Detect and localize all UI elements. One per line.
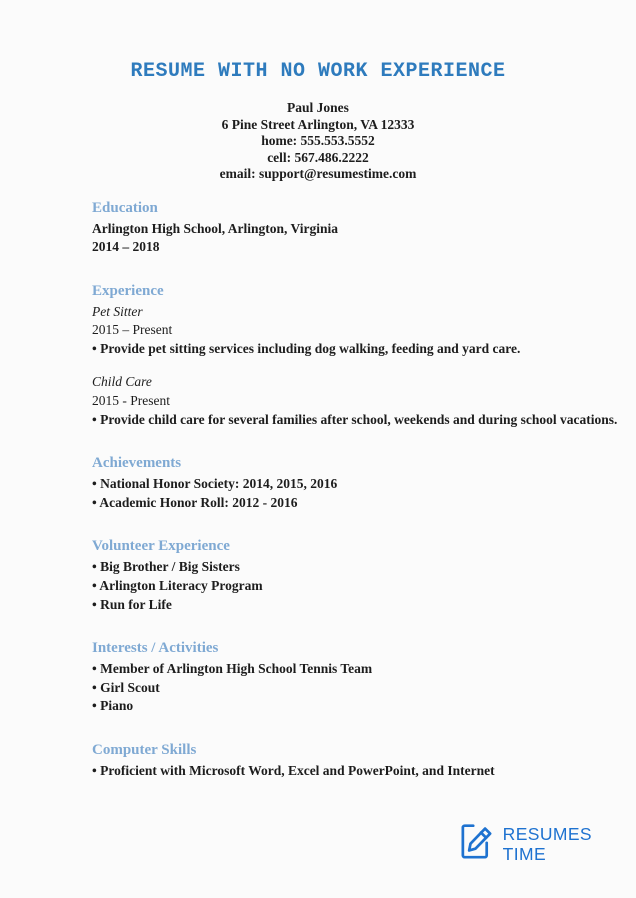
contact-email: email: support@resumestime.com bbox=[219, 166, 417, 181]
resume-body bbox=[92, 200, 620, 781]
edit-pencil-square-icon bbox=[457, 820, 493, 867]
section-experience bbox=[92, 283, 620, 430]
job-title: Child Care bbox=[92, 374, 152, 390]
interest-item: • Member of Arlington High School Tennis Team bbox=[92, 661, 373, 677]
section-interests-activities bbox=[92, 640, 620, 716]
section-heading-education: Education bbox=[92, 199, 158, 216]
section-computer-skills bbox=[92, 742, 620, 781]
achievement-item: • National Honor Society: 2014, 2015, 2016 bbox=[92, 476, 338, 492]
section-achievements bbox=[92, 455, 620, 512]
job-bullet: • Provide child care for several families after school, weekends and during school vacations. bbox=[92, 411, 618, 427]
job-bullet: • Provide pet sitting services including dog walking, feeding and yard care. bbox=[92, 340, 521, 356]
brand-name-line1: RESUMES bbox=[502, 823, 592, 844]
contact-name: Paul Jones bbox=[287, 100, 349, 115]
education-dates: 2014 – 2018 bbox=[92, 239, 160, 255]
education-school: Arlington High School, Arlington, Virginia bbox=[92, 220, 339, 236]
interest-item: • Girl Scout bbox=[92, 679, 160, 695]
section-volunteer-experience bbox=[92, 538, 620, 614]
section-education bbox=[92, 200, 620, 257]
interest-item: • Piano bbox=[92, 698, 134, 714]
section-heading-computer-skills: Computer Skills bbox=[92, 742, 197, 758]
brand-name-line2: TIME bbox=[502, 843, 547, 864]
contact-address: 6 Pine Street Arlington, VA 12333 bbox=[221, 116, 415, 132]
contact-block bbox=[0, 100, 636, 183]
contact-cell-phone: cell: 567.486.2222 bbox=[267, 149, 369, 165]
brand-name bbox=[503, 824, 592, 864]
job-title: Pet Sitter bbox=[92, 303, 143, 319]
section-heading-interests: Interests / Activities bbox=[92, 640, 219, 657]
job-dates: 2015 – Present bbox=[92, 322, 173, 338]
computer-skill-item: • Proficient with Microsoft Word, Excel and PowerPoint, and Internet bbox=[92, 763, 495, 778]
volunteer-item: • Big Brother / Big Sisters bbox=[92, 559, 240, 575]
section-heading-achievements: Achievements bbox=[92, 455, 182, 472]
job-entry-child-care bbox=[92, 373, 620, 429]
resumestime-logo[interactable] bbox=[457, 820, 592, 867]
page-title: RESUME WITH NO WORK EXPERIENCE bbox=[130, 60, 506, 83]
volunteer-item: • Arlington Literacy Program bbox=[92, 578, 263, 594]
section-heading-volunteer: Volunteer Experience bbox=[92, 538, 230, 555]
achievement-item: • Academic Honor Roll: 2012 - 2016 bbox=[92, 494, 298, 510]
contact-home-phone: home: 555.553.5552 bbox=[261, 133, 375, 148]
volunteer-item: • Run for Life bbox=[92, 596, 172, 612]
section-heading-experience: Experience bbox=[92, 282, 164, 299]
job-dates: 2015 - Present bbox=[92, 393, 170, 409]
job-entry-pet-sitter bbox=[92, 303, 620, 359]
